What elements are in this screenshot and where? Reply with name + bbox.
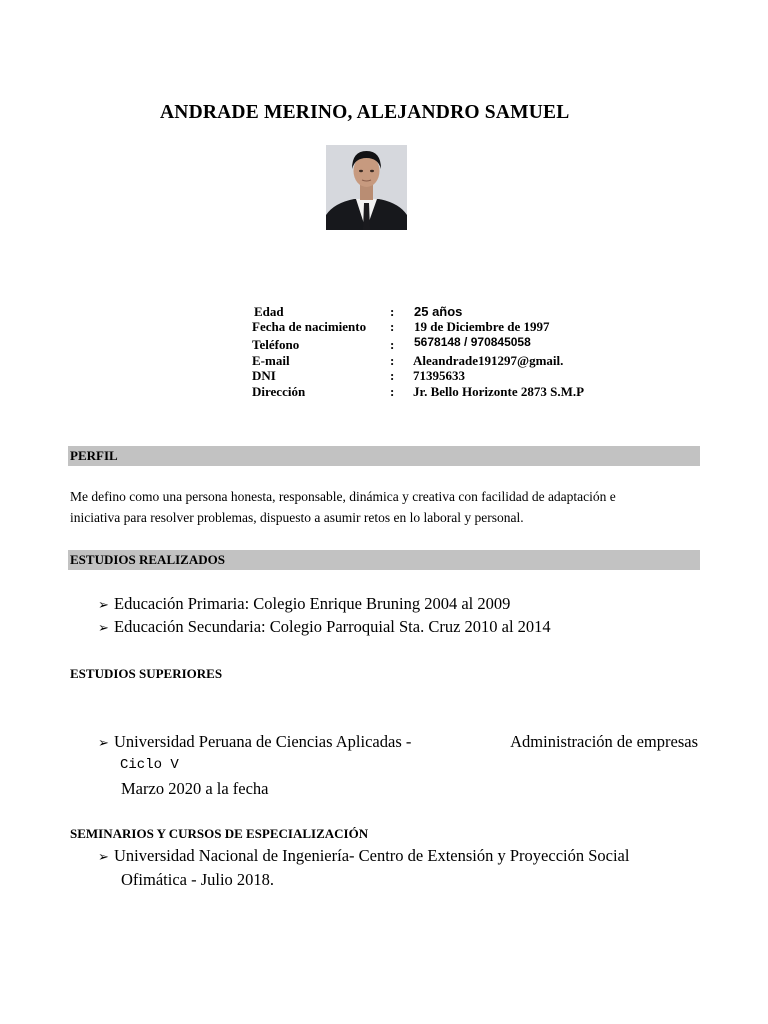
cycle-text: Ciclo V <box>120 757 179 773</box>
age-value: 25 años <box>414 304 463 319</box>
address-value: Jr. Bello Horizonte 2873 S.M.P <box>413 384 585 399</box>
age-separator: : <box>390 304 395 319</box>
phone-label: Teléfono <box>252 337 300 352</box>
perfil-text-line: iniciativa para resolver problemas, dispuesto a asumir retos en lo laboral y personal. <box>70 510 524 525</box>
address-label: Dirección <box>252 384 306 399</box>
course-detail-text: Ofimática - Julio 2018. <box>121 870 275 889</box>
perfil-text-line: Me defino como una persona honesta, responsable, dinámica y creativa con facilidad de adaptación e <box>70 489 616 504</box>
address-separator: : <box>390 384 395 399</box>
section-superiores-heading: ESTUDIOS SUPERIORES <box>70 666 223 681</box>
list-item-text: Educación Secundaria: Colegio Parroquial Sta. Cruz 2010 al 2014 <box>114 617 551 636</box>
list-item <box>98 846 629 866</box>
candidate-name: ANDRADE MERINO, ALEJANDRO SAMUEL <box>160 102 570 123</box>
list-item-text: Universidad Peruana de Ciencias Aplicadas - <box>114 732 412 751</box>
age-label: Edad <box>254 304 284 319</box>
section-seminarios-heading: SEMINARIOS Y CURSOS DE ESPECIALIZACIÓN <box>70 826 369 841</box>
list-item-text: Universidad Nacional de Ingeniería- Centro de Extensión y Proyección Social <box>114 846 630 865</box>
birthdate-separator: : <box>390 319 395 334</box>
arrow-bullet-icon: ➢ <box>98 597 109 612</box>
phone-separator: : <box>390 337 395 352</box>
profile-photo <box>326 145 407 230</box>
phone-value: 5678148 / 970845058 <box>414 335 531 349</box>
dni-value: 71395633 <box>413 368 465 383</box>
arrow-bullet-icon: ➢ <box>98 849 109 864</box>
list-item <box>98 617 551 637</box>
email-value: Aleandrade191297@gmail. <box>413 353 564 368</box>
birthdate-value: 19 de Diciembre de 1997 <box>414 319 550 334</box>
list-item-text: Educación Primaria: Colegio Enrique Bruning 2004 al 2009 <box>114 594 511 613</box>
date-range-text: Marzo 2020 a la fecha <box>121 779 269 798</box>
list-item <box>98 594 510 614</box>
dni-label: DNI <box>252 368 276 383</box>
email-separator: : <box>390 353 395 368</box>
list-item-career: Administración de empresas <box>510 732 698 751</box>
dni-separator: : <box>390 368 395 383</box>
section-perfil-heading: PERFIL <box>68 446 700 466</box>
arrow-bullet-icon: ➢ <box>98 620 109 635</box>
email-label: E-mail <box>252 353 290 368</box>
perfil-text <box>70 486 702 528</box>
section-estudios-heading: ESTUDIOS REALIZADOS <box>68 550 700 570</box>
birthdate-label: Fecha de nacimiento <box>252 319 367 334</box>
arrow-bullet-icon: ➢ <box>98 735 109 750</box>
list-item <box>98 732 698 752</box>
